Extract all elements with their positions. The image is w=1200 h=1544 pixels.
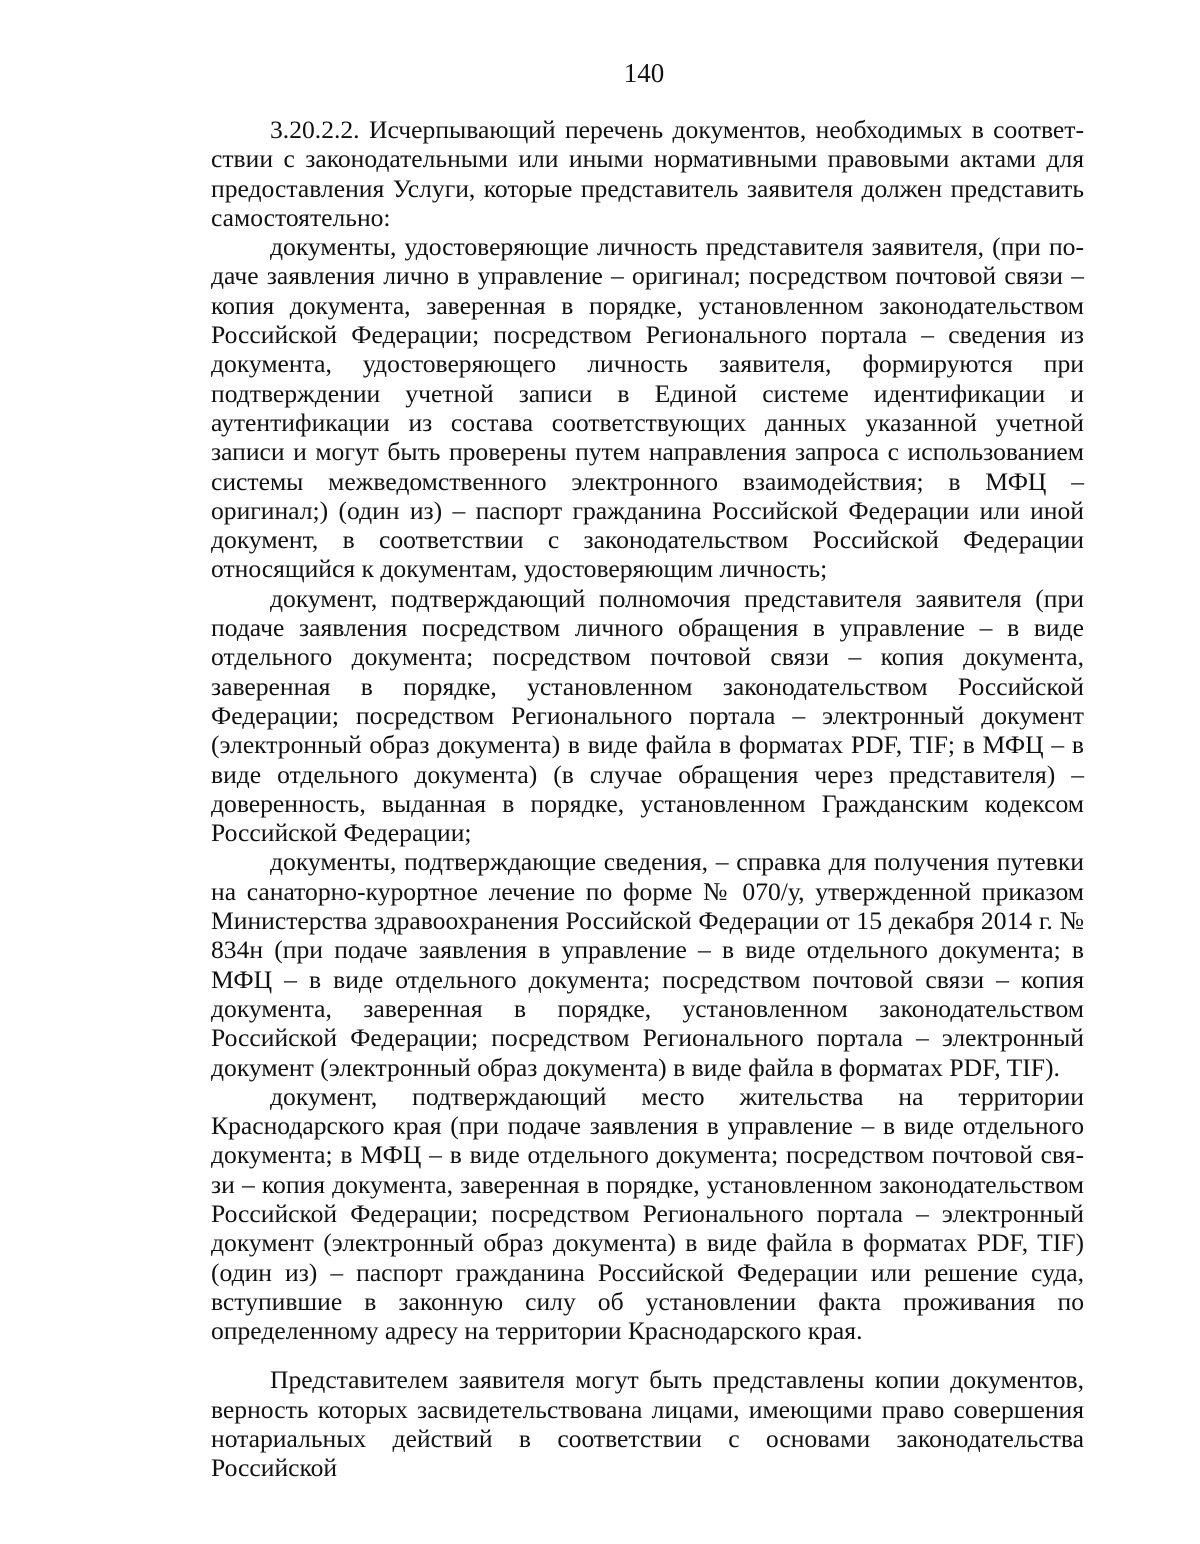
paragraph-identity-documents: документы, удостоверяющие личность представителя заявителя, (при подаче заявления лично в управление – оригинал; посредством почтовой связи – копия документа, заверенная в порядке, установленном законодательством Российской Федерации; посредством Регионального портала – сведения из документа, удостоверяющего личность заявителя, формируются при подтверждении учетной записи в Единой системе идентификации и аутентификации из состава соответствующих данных указанной учетной записи и могут быть проверены путем направления запроса с использованием системы межведомственного электронного взаимодействия; в МФЦ – оригинал;) (один из) – паспорт гражданина Российской Федерации или иной документ, в соответствии с законодательством Российской Федерации относящийся к документам, удостоверяющим личность; xyxy=(211,232,1084,584)
paragraph-residence-document: документ, подтверждающий место жительства на территории Краснодарского края (при подаче заявления в управление – в виде отдельного документа; в МФЦ – в виде отдельного документа; посредством почтовой связи – копия документа, заверенная в порядке, установленном законодательством Российской Федерации; посредством Регионального портала – электронный документ (электронный образ документа) в виде файла в форматах PDF, TIF) (один из) – паспорт гражданина Российской Федерации или решение суда, вступившие в законную силу об установлении факта проживания по определенному адресу на территории Краснодарского края. xyxy=(211,1081,1084,1346)
paragraph-certified-copies: Представителем заявителя могут быть представлены копии документов, верность которых засвидетельствована лицами, имеющими право совершения нотариальных действий в соответствии с основами законодательства Российской xyxy=(211,1365,1084,1483)
paragraph-medical-certificate: документы, подтверждающие сведения, – справка для получения путевки на санаторно-курортное лечение по форме № 070/у, утвержденной приказом Министерства здравоохранения Российской Федерации от 15 декабря 2014 г. № 834н (при подаче заявления в управление – в виде отдельного документа; в МФЦ – в виде отдельного документа; посредством почтовой связи – копия документа, заверенная в порядке, установленном законодательством Российской Федерации; посредством Регионального портала – электронный документ (электронный образ документа) в виде файла в форматах PDF, TIF). xyxy=(211,847,1084,1082)
page-number: 140 xyxy=(623,58,665,88)
paragraph-authority-document: документ, подтверждающий полномочия представителя заявителя (при подаче заявления посредством личного обращения в управление – в виде отдельного документа; посредством почтовой связи – копия документа, заверенная в порядке, установленном законодательством Российской Федерации; посредством Регионального портала – электронный документ (электронный образ документа) в виде файла в форматах PDF, TIF; в МФЦ – в виде отдельного документа) (в случае обращения через представителя) – доверенность, выданная в порядке, установленном Гражданским кодексом Российской Федерации; xyxy=(211,583,1084,848)
paragraph-document-list-intro: 3.20.2.2. Исчерпывающий перечень документов, необходимых в соответствии с законодательными или иными нормативными правовыми актами для предоставления Услуги, которые представитель заявителя должен представить самостоятельно: xyxy=(211,115,1084,232)
document-body xyxy=(211,115,1084,1483)
